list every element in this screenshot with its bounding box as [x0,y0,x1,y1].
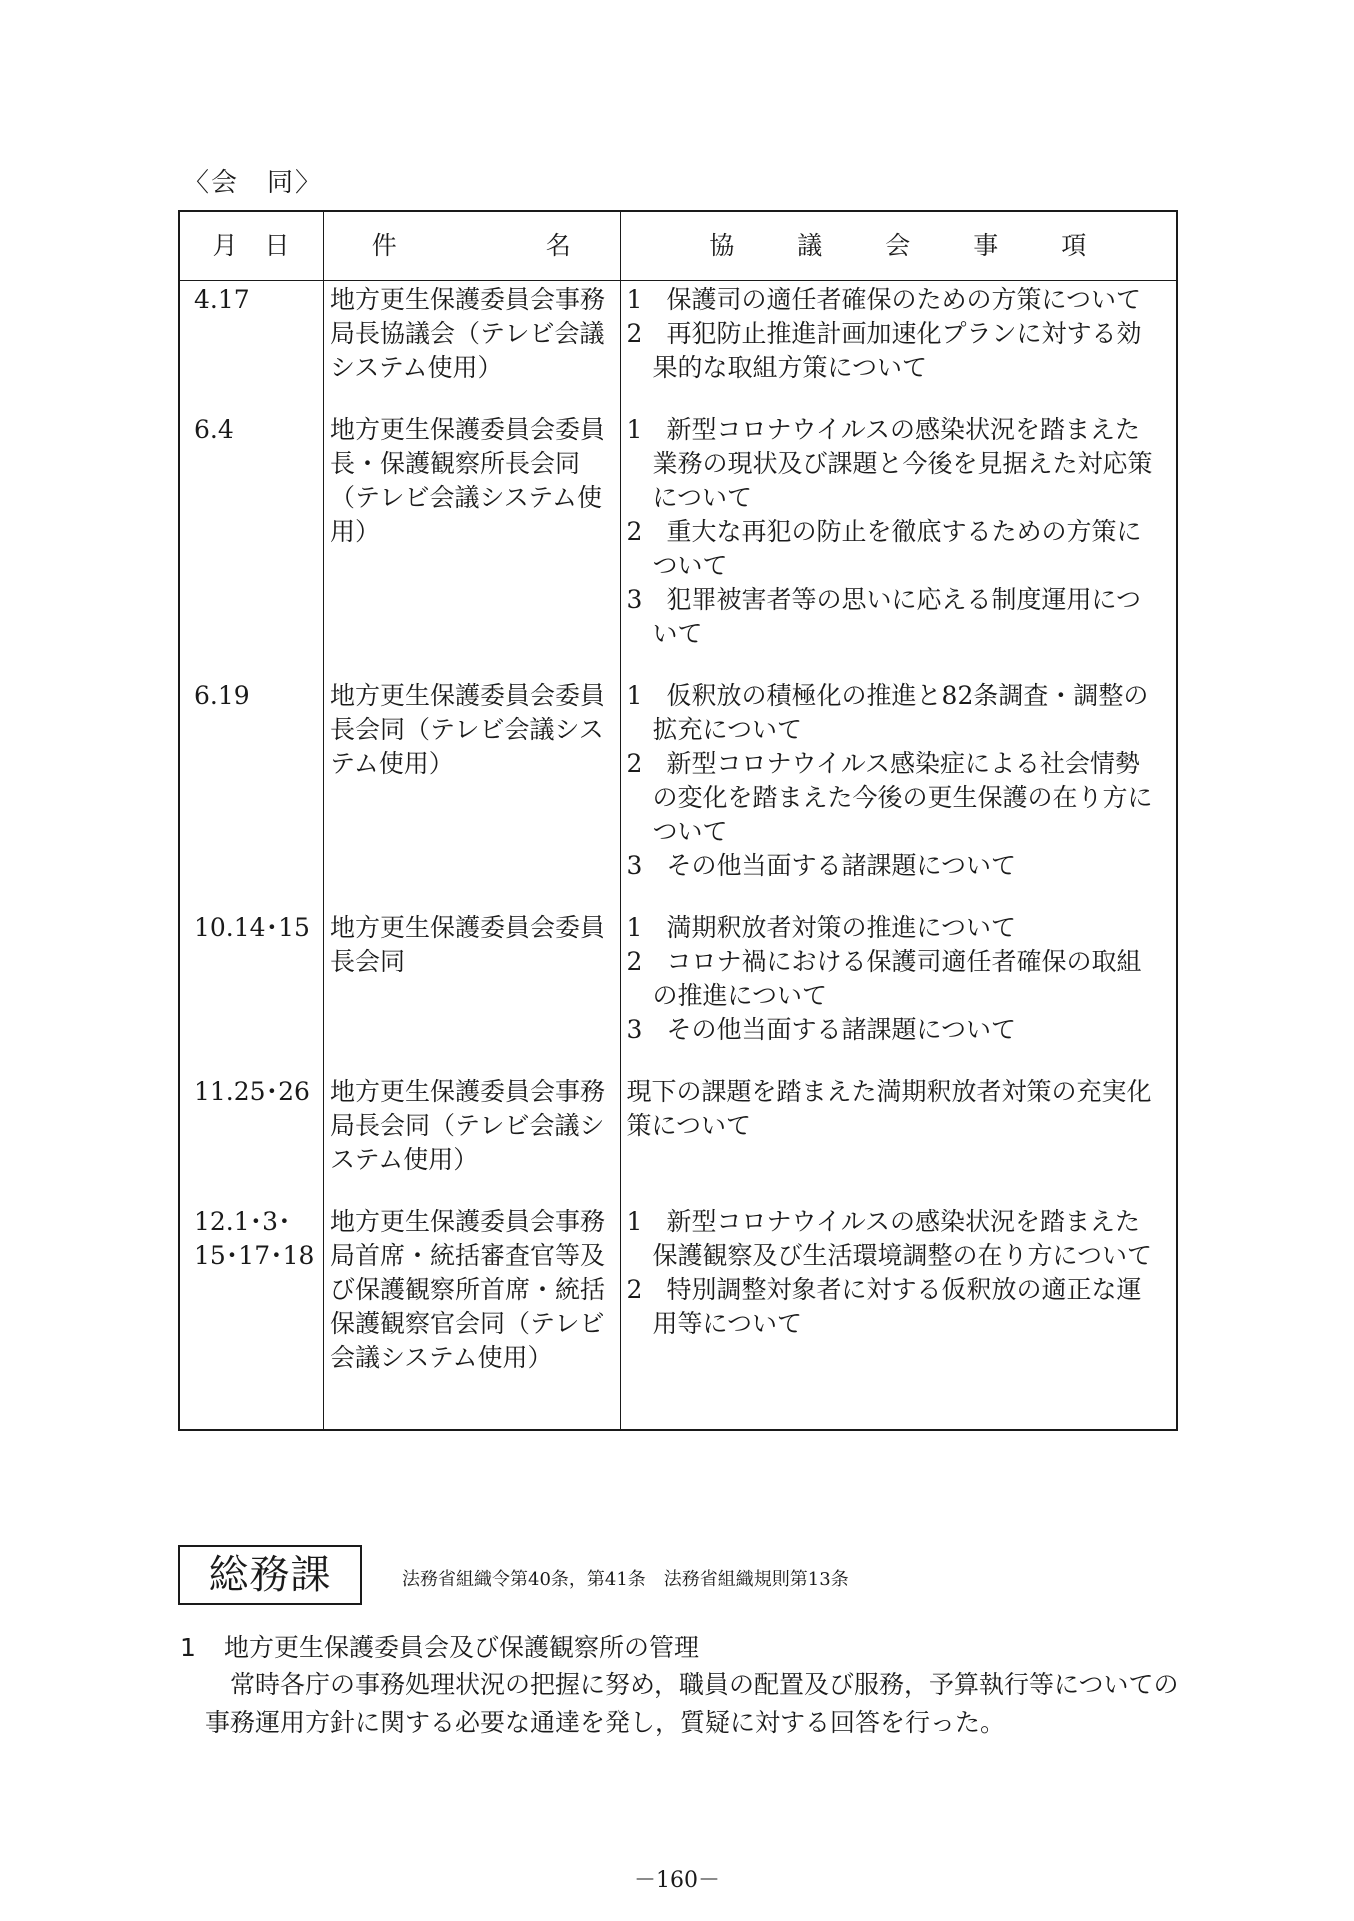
agenda-item-text: コロナ禍における保護司適任者確保の取組 [666,947,1142,976]
agenda-item [627,583,1170,651]
date-line: 15･17･18 [194,1241,315,1270]
meeting-name-line: （テレビ会議システム使 [329,483,602,512]
agenda-item-number: 3 [626,585,643,614]
agenda-item-text: 保護観察及び生活環境調整の在り方について [652,1241,1153,1270]
meeting-name-line: 長・保護観察所長会同 [329,449,580,478]
agenda-item-text: 仮釈放の積極化の推進と82条調査・調整の [666,681,1149,710]
meeting-name-line: 局首席・統括審査官等及 [329,1241,605,1270]
meeting-name-line: 地方更生保護委員会事務 [329,1207,605,1236]
date-line: 4.17 [194,285,250,314]
agenda-cell [620,1205,1177,1430]
agenda-item-text: いて [652,619,703,648]
date-cell [179,281,323,414]
agenda-item-text: 犯罪被害者等の思いに応える制度運用につ [666,585,1142,614]
agenda-item-text: 満期釈放者対策の推進について [666,913,1017,942]
date-cell [179,413,323,679]
table-row [179,281,1177,414]
meetings-table [178,210,1178,1431]
page-number: －160－ [634,1868,720,1893]
agenda-item [627,317,1170,385]
header-items-char: 事 [973,231,1000,260]
header-name-char-1: 件 [371,231,398,260]
meeting-name-line: システム使用） [329,353,503,382]
agenda-item-text: 新型コロナウイルス感染症による社会情勢 [666,749,1141,778]
agenda-item-number: 1 [626,913,643,942]
agenda-item-text: 保護司の適任者確保のための方策について [666,285,1142,314]
agenda-item [627,945,1170,1013]
meeting-name-line: ステム使用） [329,1145,479,1174]
agenda-item-text: 拡充について [652,715,803,744]
agenda-item-number: 2 [626,319,643,348]
meeting-name-line: 地方更生保護委員会委員 [329,681,605,710]
date-line: 6.19 [194,681,250,710]
agenda-item-text: 新型コロナウイルスの感染状況を踏まえた [666,415,1141,444]
meeting-name-line: 地方更生保護委員会委員 [329,913,605,942]
agenda-item [627,679,1170,747]
section-title: 〈会 同〉 [183,168,324,198]
meeting-name-line: 長会同 [329,947,405,976]
meeting-name-line: 会議システム使用） [329,1343,553,1372]
header-name [323,211,620,281]
meeting-name-line: び保護観察所首席・統括 [329,1275,605,1304]
header-items [620,211,1177,281]
agenda-item-number: 1 [626,285,643,314]
meeting-name-cell [323,1075,620,1205]
law-reference: 法務省組織令第40条，第41条 法務省組織規則第13条 [402,1569,849,1590]
agenda-item [627,283,1170,317]
agenda-item-text: 新型コロナウイルスの感染状況を踏まえた [666,1207,1141,1236]
agenda-item-text: について [652,483,753,512]
sub-heading [180,1628,699,1664]
meeting-name-line: 地方更生保護委員会委員 [329,415,605,444]
agenda-item [627,413,1170,515]
table-row [179,1075,1177,1205]
header-items-char: 会 [885,231,912,260]
date-line: 6.4 [194,415,234,444]
agenda-item-number: 1 [626,415,643,444]
agenda-item [627,849,1170,883]
agenda-item [627,1205,1170,1273]
table-row [179,1205,1177,1430]
meeting-name-cell [323,679,620,911]
agenda-item-number: 3 [626,851,643,880]
agenda-item-text: 業務の現状及び課題と今後を見据えた対応策 [652,449,1153,478]
table-row [179,911,1177,1075]
agenda-cell [620,911,1177,1075]
header-date: 月 日 [179,211,323,281]
date-cell [179,1075,323,1205]
agenda-cell [620,413,1177,679]
agenda-item-text: ついて [652,551,728,580]
meeting-name-line: 地方更生保護委員会事務 [329,1077,605,1106]
agenda-cell [620,281,1177,414]
agenda-item-text: その他当面する諸課題について [666,1015,1017,1044]
agenda-text-line: 現下の課題を踏まえた満期釈放者対策の充実化 [626,1077,1152,1106]
sub-heading-number: 1 [180,1633,196,1662]
meeting-name-line: 局長協議会（テレビ会議 [329,319,605,348]
date-line: 10.14･15 [194,913,310,942]
meeting-name-cell [323,911,620,1075]
agenda-item-text: 重大な再犯の防止を徹底するための方策に [666,517,1142,546]
date-cell [179,1205,323,1430]
agenda-text-line: 策について [626,1111,752,1140]
table-header-row [179,211,1177,281]
header-items-char: 協 [709,231,736,260]
body-paragraph: 常時各庁の事務処理状況の把握に努め，職員の配置及び服務，予算執行等についての事務運用方針に関する必要な通達を発し，質疑に対する回答を行った。 [205,1670,1179,1737]
meeting-name-line: 用） [329,517,380,546]
header-name-char-2: 名 [545,231,572,260]
meeting-name-line: 保護観察官会同（テレビ [329,1309,605,1338]
agenda-item-number: 2 [626,1275,643,1304]
agenda-item [627,1013,1170,1047]
table-row [179,679,1177,911]
meeting-name-cell [323,413,620,679]
agenda-item-number: 2 [626,749,643,778]
date-cell [179,911,323,1075]
agenda-item [627,911,1170,945]
meeting-name-cell [323,281,620,414]
date-cell [179,679,323,911]
agenda-item-text: の推進について [652,981,828,1010]
agenda-item-text: 再犯防止推進計画加速化プランに対する効 [666,319,1142,348]
meeting-name-cell [323,1205,620,1430]
agenda-cell [620,1075,1177,1205]
meeting-name-line: 地方更生保護委員会事務 [329,285,605,314]
agenda-item-number: 3 [626,1015,643,1044]
agenda-cell [620,679,1177,911]
agenda-item-number: 1 [626,1207,643,1236]
agenda-item-text: その他当面する諸課題について [666,851,1017,880]
meeting-name-line: テム使用） [329,749,454,778]
agenda-item-text: 特別調整対象者に対する仮釈放の適正な運 [666,1275,1142,1304]
date-line: 11.25･26 [194,1077,310,1106]
agenda-item-text: 用等について [652,1309,803,1338]
table-row [179,413,1177,679]
agenda-item-text: の変化を踏まえた今後の更生保護の在り方に [652,783,1153,812]
agenda-item-number: 1 [626,681,643,710]
agenda-item-text: 果的な取組方策について [652,353,928,382]
meeting-name-line: 局長会同（テレビ会議シ [329,1111,605,1140]
table-body [179,281,1177,1431]
header-items-char: 項 [1061,231,1088,260]
sub-heading-text: 地方更生保護委員会及び保護観察所の管理 [224,1633,700,1662]
date-line: 12.1･3･ [194,1207,291,1236]
meeting-name-line: 長会同（テレビ会議シス [329,715,604,744]
agenda-item-number: 2 [626,947,643,976]
agenda-item-text: ついて [652,817,728,846]
header-items-char: 議 [797,231,824,260]
agenda-item [627,515,1170,583]
section-box-title: 総務課 [178,1545,362,1605]
agenda-item-number: 2 [626,517,643,546]
agenda-item [627,1273,1170,1341]
agenda-item [627,747,1170,849]
